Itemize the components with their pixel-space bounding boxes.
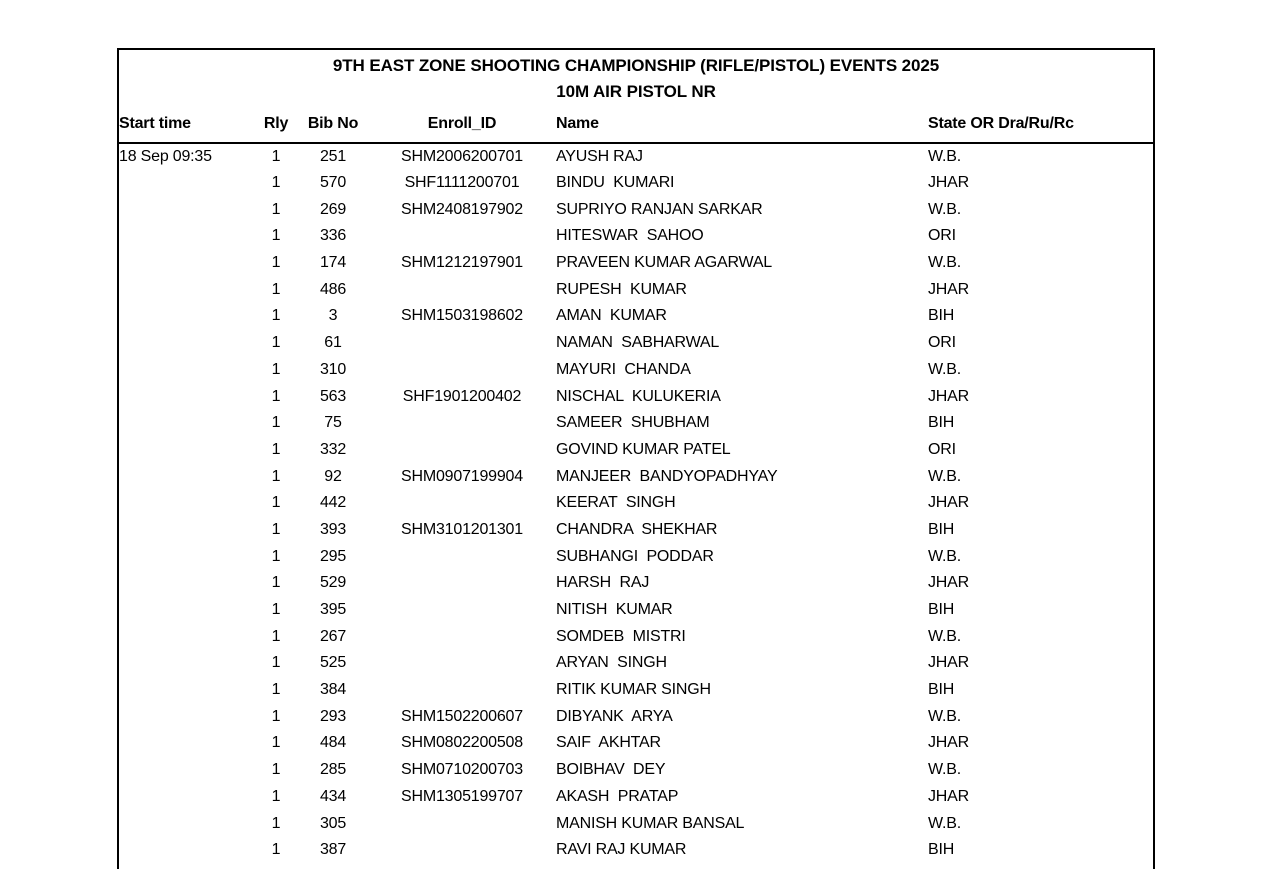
table-row bbox=[119, 650, 1153, 677]
cell-state: W.B. bbox=[928, 467, 961, 485]
cell-start-time bbox=[119, 437, 254, 464]
cell-name: ARYAN SINGH bbox=[556, 654, 667, 672]
document-title: 9TH EAST ZONE SHOOTING CHAMPIONSHIP (RIFLE/PISTOL) EVENTS 2025 bbox=[332, 56, 940, 75]
column-header-name: Name bbox=[556, 105, 928, 143]
column-header-start-time: Start time bbox=[119, 105, 254, 143]
cell-rly: 1 bbox=[271, 387, 281, 405]
cell-state: BIH bbox=[928, 681, 955, 699]
cell-bib-no: 395 bbox=[319, 601, 347, 619]
cell-rly: 1 bbox=[271, 414, 281, 432]
table-row bbox=[119, 570, 1153, 597]
cell-start-time bbox=[119, 330, 254, 357]
cell-bib-no: 442 bbox=[319, 494, 347, 512]
table-row bbox=[119, 837, 1153, 864]
cell-enroll-id: SHM0907199904 bbox=[401, 467, 523, 485]
cell-enroll-id: SHM2006200701 bbox=[401, 147, 523, 165]
table-row bbox=[119, 810, 1153, 837]
column-header-bib-no: Bib No bbox=[298, 105, 368, 143]
cell-bib-no: 285 bbox=[319, 761, 347, 779]
cell-name: BOIBHAV DEY bbox=[556, 761, 666, 779]
cell-rly: 1 bbox=[271, 520, 281, 538]
cell-enroll-id bbox=[368, 490, 556, 517]
column-header-row bbox=[119, 105, 1153, 143]
cell-rly: 1 bbox=[271, 174, 281, 192]
cell-rly: 1 bbox=[271, 307, 281, 325]
cell-enroll-id: SHM1502200607 bbox=[401, 707, 523, 725]
cell-bib-no: 332 bbox=[319, 440, 347, 458]
cell-rly: 1 bbox=[271, 547, 281, 565]
cell-enroll-id: SHM1212197901 bbox=[401, 254, 523, 272]
cell-bib-no: 336 bbox=[319, 227, 347, 245]
cell-start-time bbox=[119, 463, 254, 490]
cell-start-time bbox=[119, 276, 254, 303]
cell-rly: 1 bbox=[271, 814, 281, 832]
cell-start-time bbox=[119, 410, 254, 437]
cell-state: W.B. bbox=[928, 360, 961, 378]
cell-bib-no: 61 bbox=[324, 334, 342, 352]
cell-bib-no: 3 bbox=[328, 307, 338, 325]
cell-start-time bbox=[119, 383, 254, 410]
cell-bib-no: 384 bbox=[319, 681, 347, 699]
table-row bbox=[119, 757, 1153, 784]
cell-start-time bbox=[119, 357, 254, 384]
table-row bbox=[119, 410, 1153, 437]
table-row bbox=[119, 276, 1153, 303]
cell-rly: 1 bbox=[271, 707, 281, 725]
cell-bib-no: 267 bbox=[319, 627, 347, 645]
cell-state: BIH bbox=[928, 841, 955, 859]
cell-start-time bbox=[119, 517, 254, 544]
cell-bib-no: 387 bbox=[319, 841, 347, 859]
startlist-table-body bbox=[119, 143, 1153, 864]
cell-start-time bbox=[119, 543, 254, 570]
table-row bbox=[119, 730, 1153, 757]
table-row bbox=[119, 196, 1153, 223]
cell-enroll-id bbox=[368, 677, 556, 704]
cell-state: JHAR bbox=[928, 494, 969, 512]
table-row bbox=[119, 223, 1153, 250]
column-header-enroll-id: Enroll_ID bbox=[368, 105, 556, 143]
table-row bbox=[119, 490, 1153, 517]
cell-bib-no: 434 bbox=[319, 787, 347, 805]
cell-name: GOVIND KUMAR PATEL bbox=[556, 440, 731, 458]
cell-state: ORI bbox=[928, 440, 956, 458]
cell-enroll-id bbox=[368, 570, 556, 597]
cell-state: JHAR bbox=[928, 280, 969, 298]
cell-name: RUPESH KUMAR bbox=[556, 280, 687, 298]
cell-name: RAVI RAJ KUMAR bbox=[556, 841, 687, 859]
table-row bbox=[119, 784, 1153, 811]
cell-state: W.B. bbox=[928, 627, 961, 645]
cell-enroll-id bbox=[368, 623, 556, 650]
cell-bib-no: 92 bbox=[324, 467, 342, 485]
cell-name: NITISH KUMAR bbox=[556, 601, 673, 619]
cell-bib-no: 75 bbox=[324, 414, 342, 432]
cell-name: RITIK KUMAR SINGH bbox=[556, 681, 711, 699]
cell-bib-no: 529 bbox=[319, 574, 347, 592]
cell-enroll-id bbox=[368, 410, 556, 437]
cell-name: SAMEER SHUBHAM bbox=[556, 414, 710, 432]
cell-enroll-id bbox=[368, 357, 556, 384]
cell-bib-no: 293 bbox=[319, 707, 347, 725]
cell-bib-no: 570 bbox=[319, 174, 347, 192]
cell-start-time bbox=[119, 784, 254, 811]
cell-bib-no: 251 bbox=[319, 147, 347, 165]
cell-start-time bbox=[119, 490, 254, 517]
cell-state: JHAR bbox=[928, 654, 969, 672]
column-header-rly: Rly bbox=[254, 105, 298, 143]
cell-start-time bbox=[119, 597, 254, 624]
cell-name: MANISH KUMAR BANSAL bbox=[556, 814, 745, 832]
cell-name: MANJEER BANDYOPADHYAY bbox=[556, 467, 778, 485]
cell-enroll-id: SHF1111200701 bbox=[404, 174, 520, 192]
cell-start-time bbox=[119, 170, 254, 197]
cell-state: JHAR bbox=[928, 734, 969, 752]
table-row bbox=[119, 170, 1153, 197]
cell-bib-no: 310 bbox=[319, 360, 347, 378]
cell-enroll-id: SHM1503198602 bbox=[401, 307, 523, 325]
cell-bib-no: 269 bbox=[319, 200, 347, 218]
table-row bbox=[119, 517, 1153, 544]
cell-state: JHAR bbox=[928, 387, 969, 405]
cell-enroll-id: SHM0802200508 bbox=[401, 734, 523, 752]
cell-bib-no: 563 bbox=[319, 387, 347, 405]
cell-start-time bbox=[119, 570, 254, 597]
cell-start-time bbox=[119, 677, 254, 704]
cell-bib-no: 393 bbox=[319, 520, 347, 538]
cell-name: SAIF AKHTAR bbox=[556, 734, 661, 752]
cell-state: W.B. bbox=[928, 200, 961, 218]
startlist-table-frame bbox=[117, 48, 1155, 869]
table-row bbox=[119, 677, 1153, 704]
cell-bib-no: 484 bbox=[319, 734, 347, 752]
cell-bib-no: 305 bbox=[319, 814, 347, 832]
cell-enroll-id bbox=[368, 437, 556, 464]
event-subtitle: 10M AIR PISTOL NR bbox=[556, 82, 716, 101]
cell-enroll-id bbox=[368, 650, 556, 677]
cell-rly: 1 bbox=[271, 627, 281, 645]
cell-name: HARSH RAJ bbox=[556, 574, 650, 592]
cell-name: BINDU KUMARI bbox=[556, 174, 675, 192]
cell-name: NAMAN SABHARWAL bbox=[556, 334, 720, 352]
cell-state: ORI bbox=[928, 334, 956, 352]
cell-start-time bbox=[119, 623, 254, 650]
cell-state: ORI bbox=[928, 227, 956, 245]
cell-enroll-id: SHM1305199707 bbox=[401, 787, 523, 805]
table-row bbox=[119, 250, 1153, 277]
cell-rly: 1 bbox=[271, 147, 281, 165]
cell-rly: 1 bbox=[271, 654, 281, 672]
cell-name: CHANDRA SHEKHAR bbox=[556, 520, 718, 538]
cell-name: PRAVEEN KUMAR AGARWAL bbox=[556, 254, 773, 272]
cell-enroll-id: SHM3101201301 bbox=[401, 520, 523, 538]
table-row bbox=[119, 463, 1153, 490]
cell-name: KEERAT SINGH bbox=[556, 494, 676, 512]
table-row bbox=[119, 143, 1153, 170]
table-row bbox=[119, 303, 1153, 330]
cell-state: BIH bbox=[928, 414, 955, 432]
cell-name: SUBHANGI PODDAR bbox=[556, 547, 714, 565]
cell-rly: 1 bbox=[271, 601, 281, 619]
table-row bbox=[119, 437, 1153, 464]
cell-rly: 1 bbox=[271, 227, 281, 245]
cell-enroll-id bbox=[368, 223, 556, 250]
cell-start-time bbox=[119, 703, 254, 730]
cell-rly: 1 bbox=[271, 841, 281, 859]
cell-name: AYUSH RAJ bbox=[556, 147, 643, 165]
cell-name: HITESWAR SAHOO bbox=[556, 227, 704, 245]
cell-rly: 1 bbox=[271, 360, 281, 378]
cell-enroll-id bbox=[368, 837, 556, 864]
cell-rly: 1 bbox=[271, 280, 281, 298]
cell-name: MAYURI CHANDA bbox=[556, 360, 691, 378]
cell-enroll-id bbox=[368, 276, 556, 303]
cell-rly: 1 bbox=[271, 787, 281, 805]
table-row bbox=[119, 543, 1153, 570]
cell-name: AKASH PRATAP bbox=[556, 787, 679, 805]
cell-state: BIH bbox=[928, 601, 955, 619]
cell-state: JHAR bbox=[928, 574, 969, 592]
cell-enroll-id bbox=[368, 597, 556, 624]
cell-rly: 1 bbox=[271, 200, 281, 218]
cell-bib-no: 525 bbox=[319, 654, 347, 672]
cell-enroll-id bbox=[368, 810, 556, 837]
cell-state: BIH bbox=[928, 520, 955, 538]
cell-rly: 1 bbox=[271, 334, 281, 352]
cell-enroll-id: SHM0710200703 bbox=[401, 761, 523, 779]
cell-state: W.B. bbox=[928, 761, 961, 779]
cell-state: W.B. bbox=[928, 147, 961, 165]
cell-name: NISCHAL KULUKERIA bbox=[556, 387, 721, 405]
table-row bbox=[119, 597, 1153, 624]
table-row bbox=[119, 383, 1153, 410]
cell-state: W.B. bbox=[928, 547, 961, 565]
cell-bib-no: 486 bbox=[319, 280, 347, 298]
cell-start-time: 18 Sep 09:35 bbox=[119, 147, 212, 165]
table-row bbox=[119, 623, 1153, 650]
cell-start-time bbox=[119, 730, 254, 757]
cell-start-time bbox=[119, 810, 254, 837]
cell-rly: 1 bbox=[271, 440, 281, 458]
cell-name: DIBYANK ARYA bbox=[556, 707, 673, 725]
cell-enroll-id bbox=[368, 543, 556, 570]
cell-start-time bbox=[119, 837, 254, 864]
cell-state: W.B. bbox=[928, 254, 961, 272]
cell-enroll-id: SHF1901200402 bbox=[402, 387, 522, 405]
cell-rly: 1 bbox=[271, 467, 281, 485]
cell-start-time bbox=[119, 757, 254, 784]
cell-rly: 1 bbox=[271, 494, 281, 512]
cell-name: AMAN KUMAR bbox=[556, 307, 667, 325]
cell-state: W.B. bbox=[928, 707, 961, 725]
table-row bbox=[119, 357, 1153, 384]
table-row bbox=[119, 330, 1153, 357]
cell-state: JHAR bbox=[928, 787, 969, 805]
cell-name: SUPRIYO RANJAN SARKAR bbox=[556, 200, 763, 218]
cell-rly: 1 bbox=[271, 254, 281, 272]
cell-rly: 1 bbox=[271, 761, 281, 779]
cell-state: W.B. bbox=[928, 814, 961, 832]
cell-bib-no: 174 bbox=[319, 254, 347, 272]
cell-rly: 1 bbox=[271, 574, 281, 592]
cell-start-time bbox=[119, 223, 254, 250]
cell-rly: 1 bbox=[271, 681, 281, 699]
cell-start-time bbox=[119, 250, 254, 277]
table-row bbox=[119, 703, 1153, 730]
cell-enroll-id: SHM2408197902 bbox=[401, 200, 523, 218]
cell-start-time bbox=[119, 650, 254, 677]
cell-state: BIH bbox=[928, 307, 955, 325]
cell-start-time bbox=[119, 303, 254, 330]
cell-bib-no: 295 bbox=[319, 547, 347, 565]
cell-start-time bbox=[119, 196, 254, 223]
cell-enroll-id bbox=[368, 330, 556, 357]
column-header-state: State OR Dra/Ru/Rc bbox=[928, 105, 1153, 143]
cell-state: JHAR bbox=[928, 174, 969, 192]
startlist-table bbox=[119, 105, 1153, 864]
cell-rly: 1 bbox=[271, 734, 281, 752]
cell-name: SOMDEB MISTRI bbox=[556, 627, 686, 645]
